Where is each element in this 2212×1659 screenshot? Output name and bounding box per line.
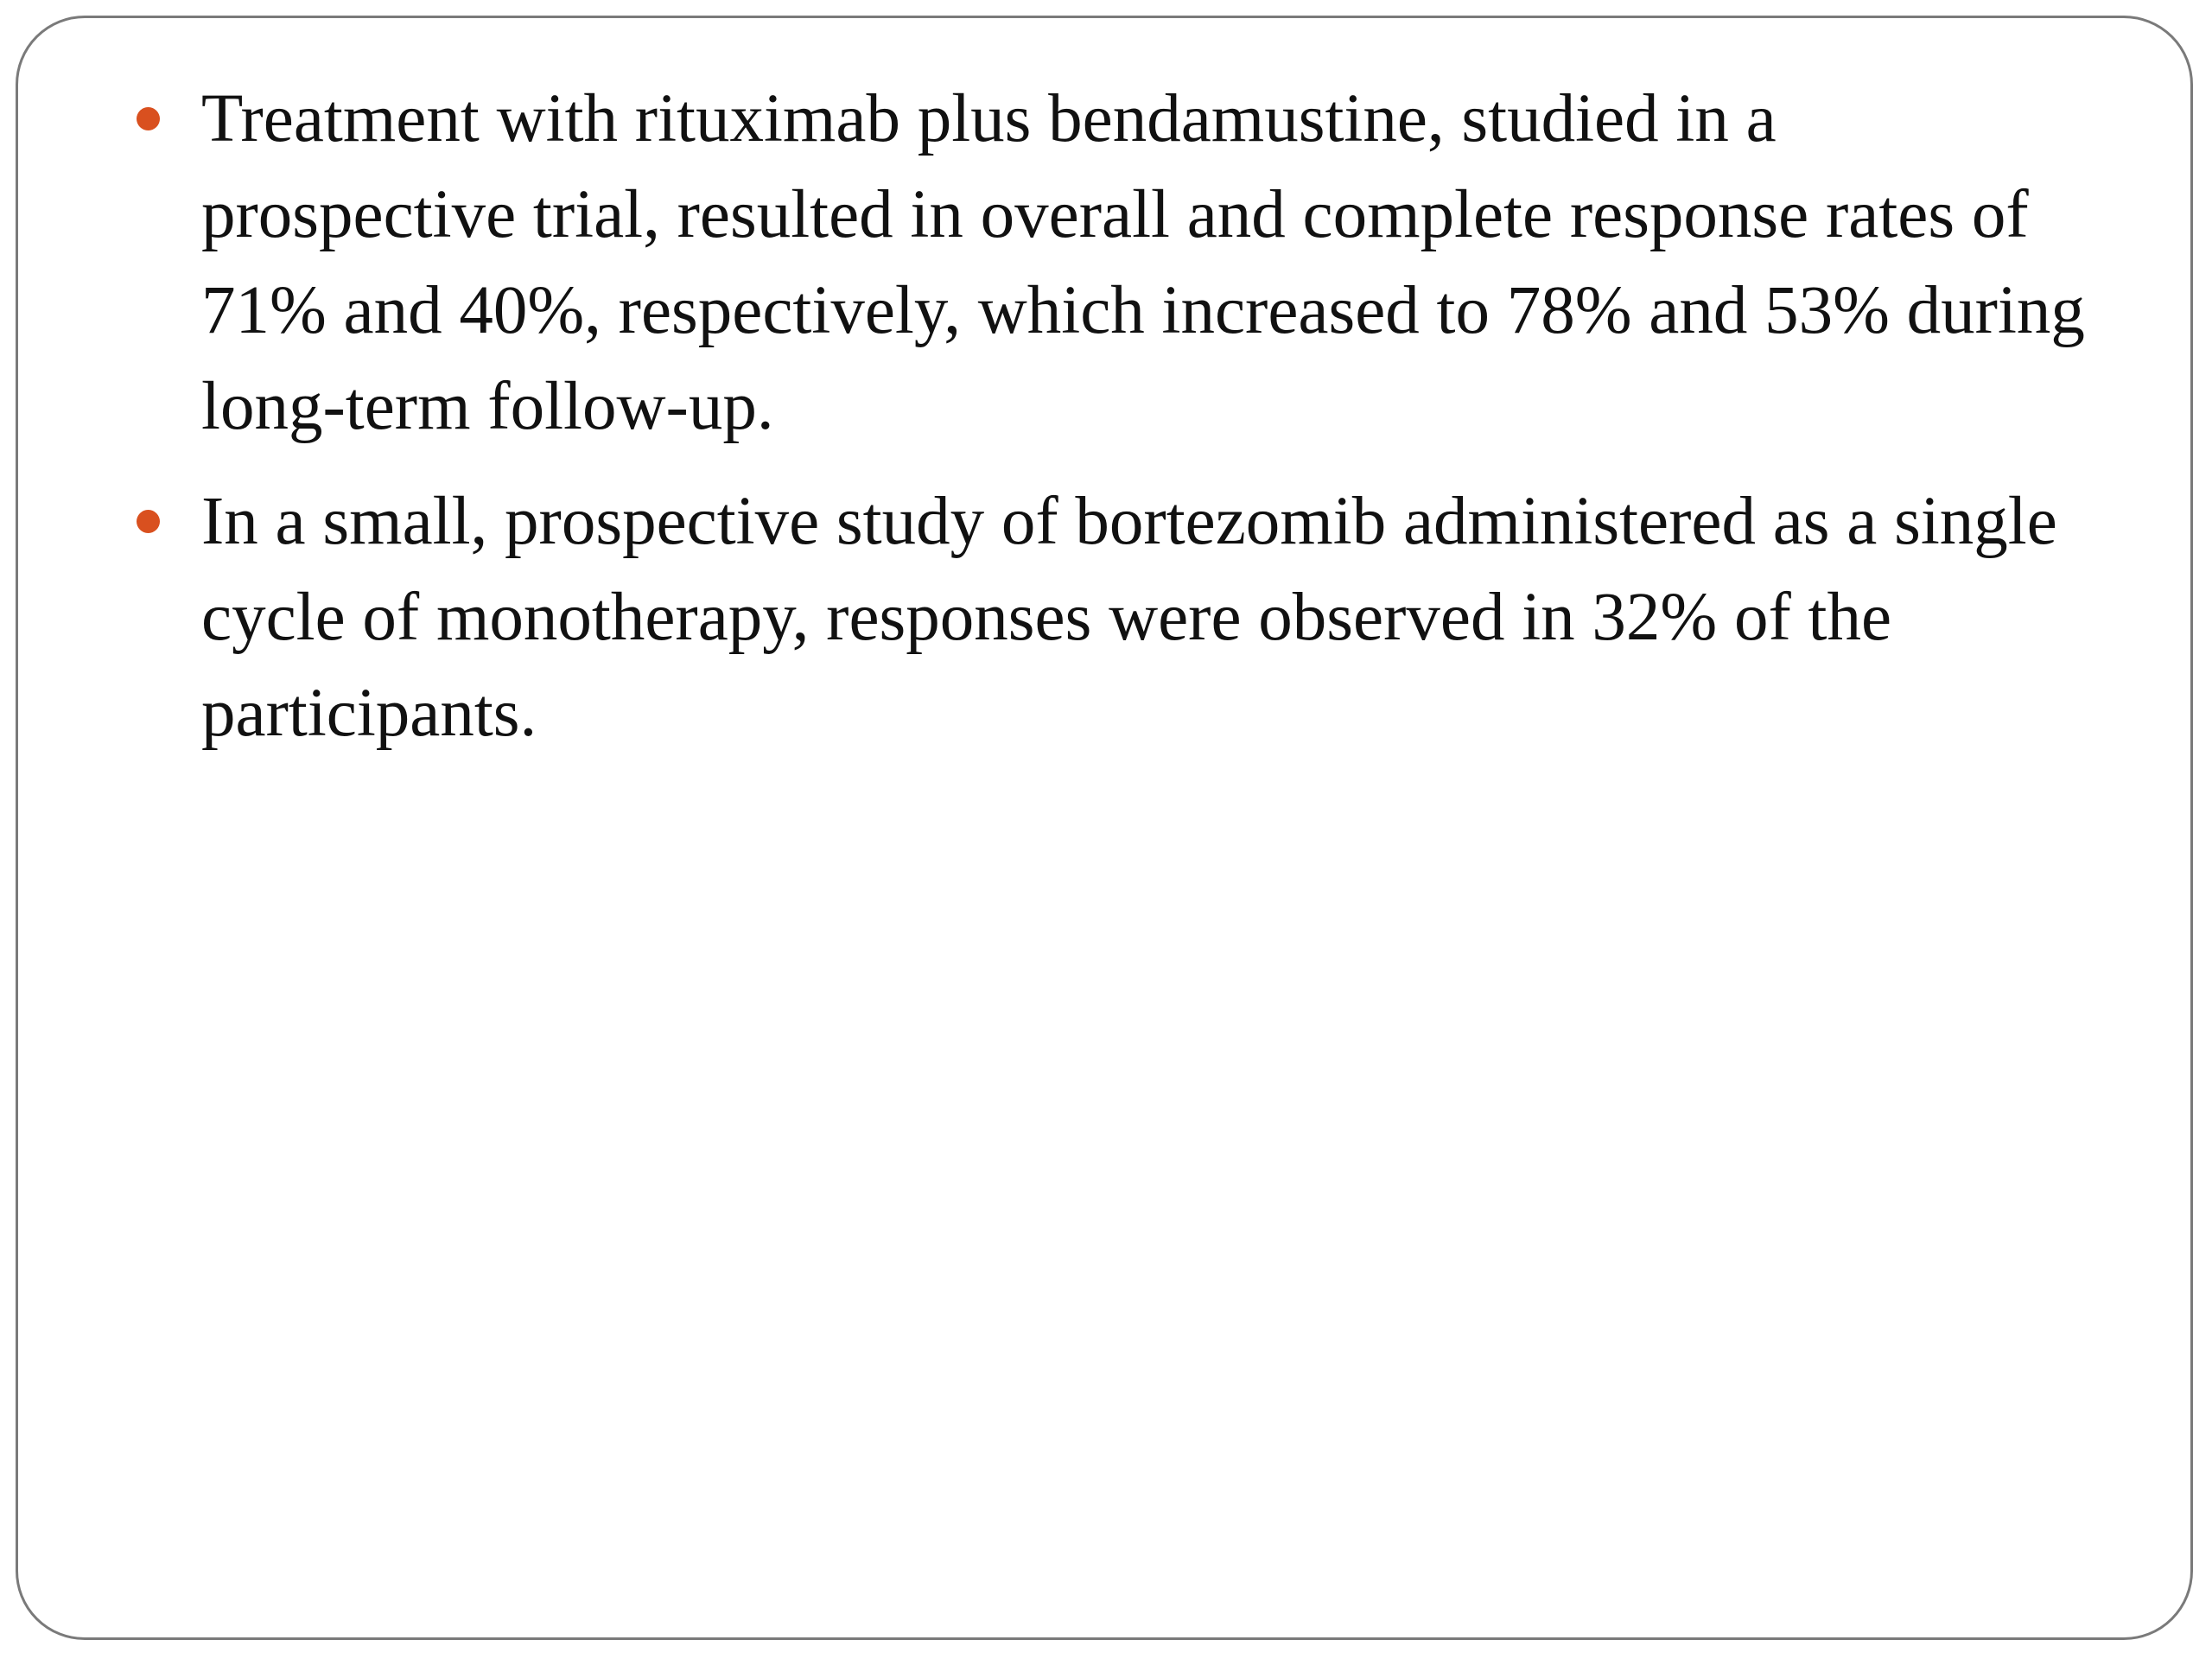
bullet-dot-icon [137, 510, 160, 533]
bullet-text: In a small, prospective study of bortezomib administered as a single cycle of monotherapy, responses were observed in 32% of the participants. [201, 484, 2057, 751]
bullet-list [125, 71, 2087, 780]
bullet-dot-icon [137, 107, 160, 130]
bullet-text: Treatment with rituximab plus bendamustine, studied in a prospective trial, resulted in overall and complete response rates of 71% and 40%, respectively, which increased to 78% and 53% during long-term follow-up. [201, 81, 2085, 444]
bullet-item-bortezomib [125, 474, 2087, 761]
bullet-item-rituximab-bendamustine [125, 71, 2087, 454]
